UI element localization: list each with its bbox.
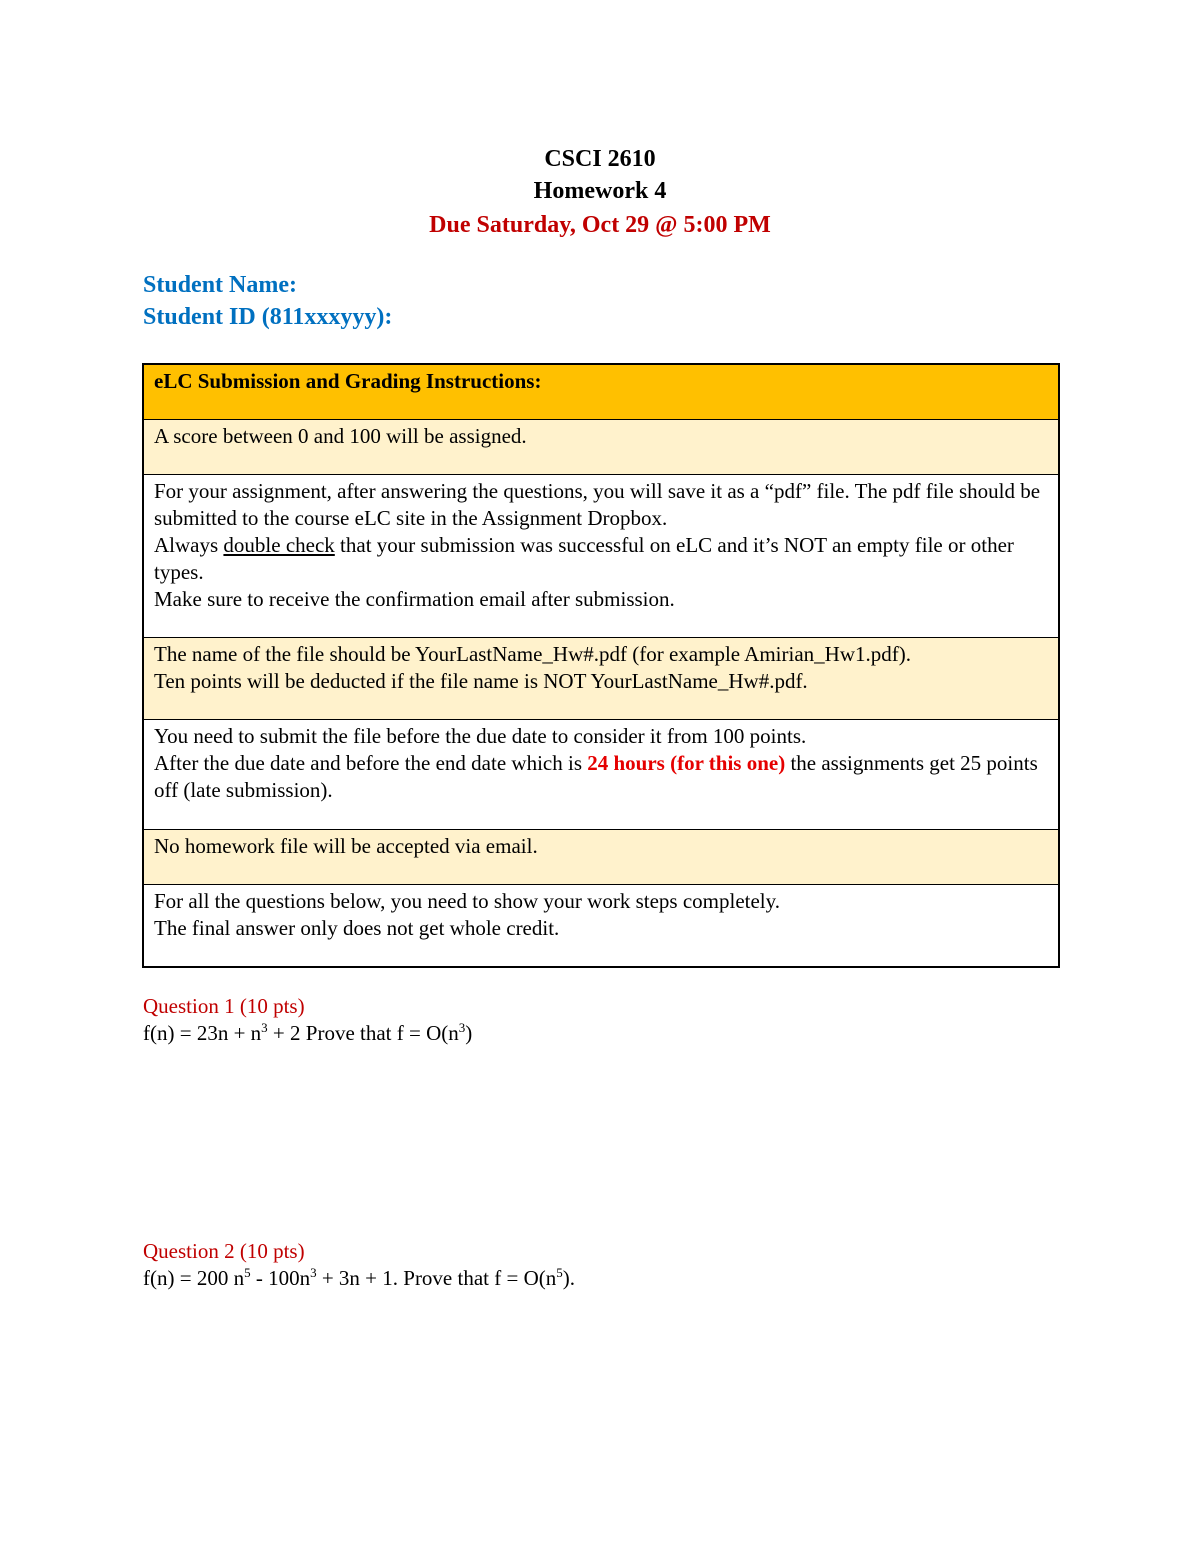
question-2-part-d: ). [562, 1266, 575, 1290]
filename-line-1: The name of the file should be YourLastName_Hw#.pdf (for example Amirian_Hw1.pdf). [154, 642, 911, 666]
question-2-exponent-c: 5 [556, 1265, 563, 1280]
show-work-cell [143, 885, 1059, 968]
instructions-title: eLC Submission and Grading Instructions: [143, 364, 1059, 420]
filename-cell [143, 638, 1059, 720]
submission-line-1: For your assignment, after answering the questions, you will save it as a “pdf” file. The pdf file should be submitted to the course eLC site in the Assignment Dropbox. [154, 479, 1041, 530]
question-1 [143, 993, 472, 1047]
question-1-part-a: f(n) = 23n + n [143, 1021, 262, 1045]
question-2-exponent-b: 3 [310, 1265, 317, 1280]
late-policy-line-2 [154, 750, 1048, 804]
question-1-title: Question 1 (10 pts) [143, 994, 305, 1018]
student-info [143, 269, 392, 333]
student-id-label: Student ID (811xxxyyy): [143, 304, 393, 330]
show-work-line-1: For all the questions below, you need to show your work steps completely. [154, 889, 781, 913]
late-policy-line-2-end: the assignments get 25 points off (late submission). [154, 751, 1038, 802]
student-name-label: Student Name: [143, 272, 297, 298]
question-1-exponent-b: 3 [458, 1020, 466, 1035]
homework-title: Homework 4 [533, 178, 667, 204]
due-date: Due Saturday, Oct 29 @ 5:00 PM [429, 212, 771, 238]
submission-cell [143, 475, 1059, 638]
submission-row [143, 475, 1059, 638]
submission-line-3: Make sure to receive the confirmation email after submission. [154, 587, 675, 611]
document-header [0, 143, 1200, 241]
instructions-table [142, 363, 1060, 968]
question-1-part-b: + 2 Prove that f = O(n [267, 1021, 459, 1045]
question-2-part-b: - 100n [250, 1266, 311, 1290]
course-title: CSCI 2610 [544, 146, 656, 172]
question-1-part-c: ) [465, 1021, 473, 1045]
show-work-row [143, 885, 1059, 968]
double-check-underlined: double check [223, 533, 335, 557]
email-policy-row [143, 830, 1059, 885]
submission-line-2-start: Always [154, 533, 224, 557]
question-2 [143, 1238, 575, 1292]
question-2-text [143, 1265, 575, 1292]
late-policy-row [143, 720, 1059, 830]
instructions-header-row [143, 364, 1059, 420]
question-2-part-c: + 3n + 1. Prove that f = O(n [316, 1266, 557, 1290]
late-policy-cell [143, 720, 1059, 830]
submission-line-2-end: that your submission was successful on eLC and it’s NOT an empty file or other types. [154, 533, 1014, 584]
late-policy-line-2-start: After the due date and before the end date which is [154, 751, 588, 775]
question-1-text [143, 1020, 472, 1047]
question-2-part-a: f(n) = 200 n [143, 1266, 245, 1290]
question-2-exponent-a: 5 [244, 1265, 251, 1280]
score-text: A score between 0 and 100 will be assigned. [143, 420, 1059, 475]
show-work-line-2: The final answer only does not get whole credit. [154, 916, 560, 940]
filename-line-2: Ten points will be deducted if the file name is NOT YourLastName_Hw#.pdf. [154, 669, 808, 693]
end-date-highlight: 24 hours (for this one) [587, 751, 786, 775]
filename-row [143, 638, 1059, 720]
submission-line-2 [154, 532, 1048, 586]
score-row [143, 420, 1059, 475]
question-1-exponent-a: 3 [261, 1020, 268, 1035]
question-2-title: Question 2 (10 pts) [143, 1239, 305, 1263]
email-policy-text: No homework file will be accepted via email. [143, 830, 1059, 885]
late-policy-line-1: You need to submit the file before the due date to consider it from 100 points. [154, 724, 807, 748]
